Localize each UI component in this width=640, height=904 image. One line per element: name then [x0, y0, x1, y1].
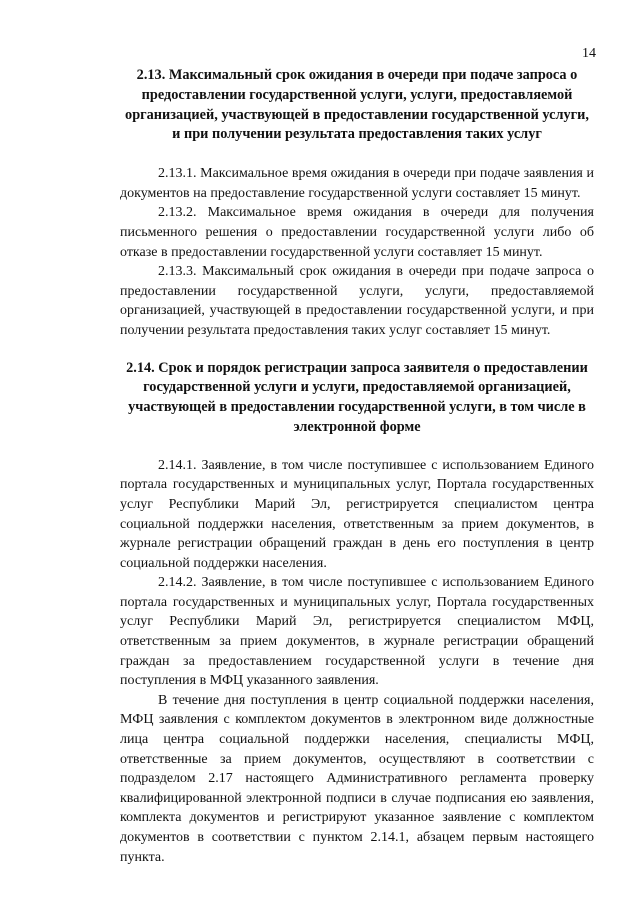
paragraph-2-13-1: 2.13.1. Максимальное время ожидания в очереди при подаче заявления и документов на предоставление государственной услуги составляет 15 минут. [120, 166, 594, 201]
document-body [120, 66, 594, 867]
section-heading: 2.14. Срок и порядок регистрации запроса заявителя о предоставлении государственной услуги и услуги, предоставляемой организацией, участвующей в предоставлении государственной услуги, в том числе в электронной форме [126, 359, 588, 435]
section-heading: 2.13. Максимальный срок ожидания в очереди при подаче запроса о предоставлении государственной услуги, услуги, предоставляемой организацией, участвующей в предоставлении государственной услуги, и при получении результата предоставления таких услуг [125, 67, 589, 143]
paragraph-2-14-2-continued: В течение дня поступления в центр социальной поддержки населения, МФЦ заявления с комплектом документов в электронном виде должностные лица центра социальной поддержки населения, специалисты МФЦ, ответственные за прием документов, осуществляют в соответствии с подразделом 2.17 настоящего Административного регламента проверку квалифицированной электронной подписи в случае подписания ею заявления, комплекта документов и регистрируют указанное заявление с комплектом документов в соответствии с пунктом 2.14.1, абзацем первым настоящего пункта. [120, 692, 594, 865]
section-2-13 [120, 66, 594, 341]
paragraph-2-14-2: 2.14.2. Заявление, в том числе поступившее с использованием Единого портала государственных и муниципальных услуг, Портала государственных услуг Республики Марий Эл, регистрируется специалистом МФЦ, ответственным за прием документов, в журнале регистрации обращений граждан за предоставлением государственной услуги в течение дня поступления в МФЦ указанного заявления. [120, 575, 594, 689]
page-number: 14 [582, 46, 596, 61]
paragraph-2-14-1: 2.14.1. Заявление, в том числе поступившее с использованием Единого портала государственных и муниципальных услуг, Портала государственных услуг Республики Марий Эл, регистрируется специалистом центра социальной поддержки населения, ответственным за прием документов, в журнале регистрации обращений граждан в день его поступления в центр социальной поддержки населения. [120, 457, 594, 571]
paragraph-2-13-2: 2.13.2. Максимальное время ожидания в очереди для получения письменного решения о предоставлении государственной услуги либо об отказе в предоставлении государственной услуги составляет 15 минут. [120, 205, 594, 260]
paragraph-2-13-3: 2.13.3. Максимальный срок ожидания в очереди при подаче запроса о предоставлении государственной услуги, услуги, предоставляемой организацией, участвующей в предоставлении государственной услуги, и при получении результата предоставления таких услуг составляет 15 минут. [120, 264, 594, 338]
section-2-14 [120, 359, 594, 868]
